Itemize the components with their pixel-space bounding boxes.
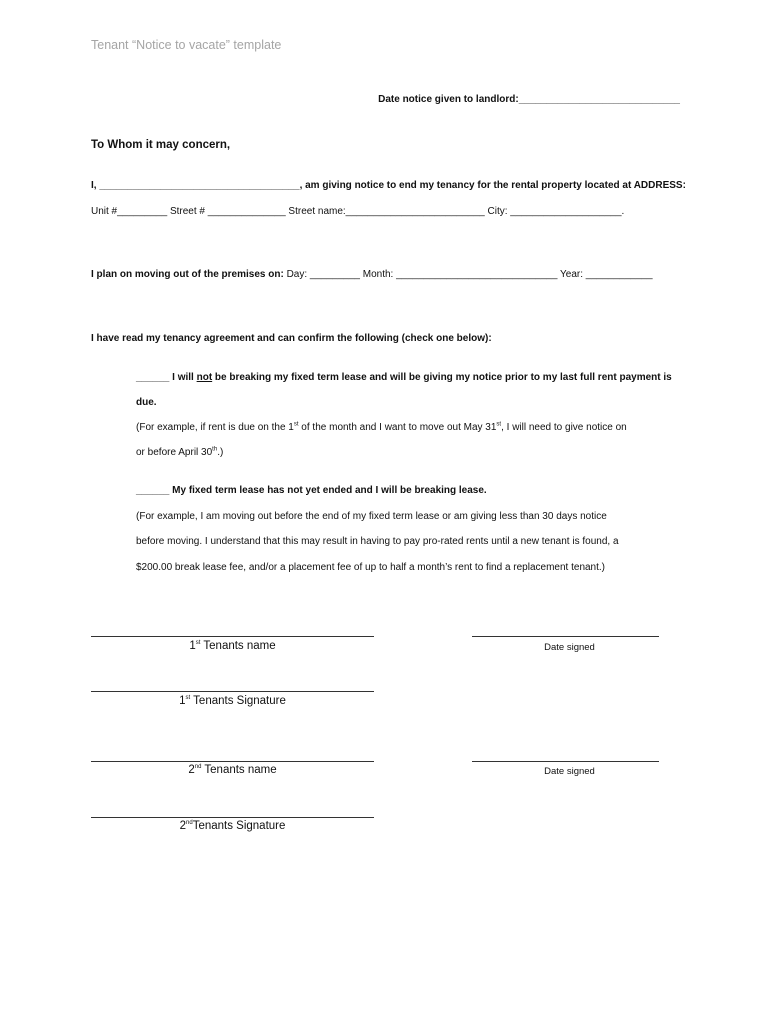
date-notice-field bbox=[378, 94, 680, 105]
t2-name-sup: nd bbox=[194, 764, 202, 771]
option2-example-line1: (For example, I am moving out before the end of my fixed term lease or am giving less than 30 days notice bbox=[136, 511, 607, 522]
moveout-label: I plan on moving out of the premises on: bbox=[91, 269, 284, 280]
option1-example-c: , I will need to give notice on bbox=[501, 422, 627, 433]
year-label: Year: bbox=[557, 269, 586, 280]
option2-line bbox=[136, 485, 487, 496]
option1-text-not: not bbox=[196, 372, 213, 383]
moveout-line bbox=[91, 269, 653, 280]
option1-example-line2 bbox=[136, 447, 223, 458]
option2-example-line3: $200.00 break lease fee, and/or a placement fee of up to half a month’s rent to find a replacement tenant.) bbox=[136, 562, 606, 573]
t1-sig-num: 1 bbox=[179, 695, 186, 707]
t2-name-label bbox=[91, 764, 374, 776]
t2-name-num: 2 bbox=[188, 764, 195, 776]
t2-sig-rule bbox=[91, 817, 374, 818]
unit-blank: _________ bbox=[117, 206, 168, 217]
greeting: To Whom it may concern, bbox=[91, 139, 231, 151]
day-blank: _________ bbox=[309, 269, 360, 280]
t2-sig-label bbox=[91, 820, 374, 832]
option1-sup2: st bbox=[496, 421, 502, 428]
t1-name-sup: st bbox=[195, 640, 201, 647]
t1-date-rule bbox=[472, 636, 659, 637]
t1-name-num: 1 bbox=[189, 640, 196, 652]
t1-sig-text: Tenants Signature bbox=[190, 695, 286, 707]
month-label: Month: bbox=[359, 269, 397, 280]
date-notice-label: Date notice given to landlord: bbox=[378, 94, 519, 105]
option1-line bbox=[136, 372, 672, 383]
unit-label: Unit # bbox=[91, 206, 118, 217]
t1-sig-rule bbox=[91, 691, 374, 692]
option1-sup3: th bbox=[212, 446, 218, 453]
street-number-blank: ______________ bbox=[207, 206, 286, 217]
month-blank: _____________________________ bbox=[396, 269, 558, 280]
address-end: . bbox=[621, 206, 625, 217]
t1-name-rule bbox=[91, 636, 374, 637]
notice-prefix: I, bbox=[91, 180, 100, 191]
option1-example-a: (For example, if rent is due on the 1 bbox=[136, 422, 294, 433]
t1-name-label bbox=[91, 640, 374, 652]
street-number-label: Street # bbox=[167, 206, 208, 217]
t1-sig-sup: st bbox=[185, 695, 191, 702]
option1-example-line1 bbox=[136, 422, 627, 433]
date-notice-blank: _____________________________ bbox=[518, 94, 680, 105]
date-signed-2: Date signed bbox=[544, 766, 595, 777]
option1-sup1: st bbox=[293, 421, 299, 428]
street-name-label: Street name: bbox=[285, 206, 346, 217]
option1-example-d: or before April 30 bbox=[136, 447, 213, 458]
option2-checkbox-blank: ______ bbox=[136, 485, 170, 496]
city-blank: ____________________ bbox=[510, 206, 622, 217]
t2-date-rule bbox=[472, 761, 659, 762]
t2-sig-text: Tenants Signature bbox=[192, 820, 286, 832]
year-blank: ____________ bbox=[585, 269, 653, 280]
option1-example-b: of the month and I want to move out May 31 bbox=[298, 422, 497, 433]
t1-sig-label bbox=[91, 695, 374, 707]
option1-text-b: be breaking my fixed term lease and will be giving my notice prior to my last full rent payment is bbox=[212, 372, 672, 383]
option1-text-a: I will bbox=[169, 372, 197, 383]
option1-checkbox-blank: ______ bbox=[136, 372, 170, 383]
option1-text-c: due. bbox=[136, 397, 157, 408]
tenant-name-blank: ____________________________________ bbox=[99, 180, 300, 191]
notice-suffix: , am giving notice to end my tenancy for the rental property located at ADDRESS: bbox=[299, 180, 686, 191]
t2-sig-num: 2 bbox=[179, 820, 186, 832]
city-label: City: bbox=[484, 206, 511, 217]
date-signed-1: Date signed bbox=[544, 642, 595, 653]
t2-sig-sup: nd bbox=[186, 820, 193, 827]
street-name-blank: _________________________ bbox=[345, 206, 485, 217]
notice-line bbox=[91, 180, 686, 191]
t2-name-rule bbox=[91, 761, 374, 762]
option2-example-line2: before moving. I understand that this may result in having to pay pro-rated rents until a new tenant is found, a bbox=[136, 536, 619, 547]
option2-text: My fixed term lease has not yet ended and I will be breaking lease. bbox=[169, 485, 487, 496]
t1-name-text: Tenants name bbox=[200, 640, 276, 652]
day-label: Day: bbox=[283, 269, 310, 280]
confirm-heading: I have read my tenancy agreement and can confirm the following (check one below): bbox=[91, 333, 492, 344]
address-line bbox=[91, 206, 624, 217]
t2-name-text: Tenants name bbox=[201, 764, 277, 776]
document-header: Tenant “Notice to vacate” template bbox=[91, 38, 282, 52]
option1-example-e: .) bbox=[217, 447, 224, 458]
